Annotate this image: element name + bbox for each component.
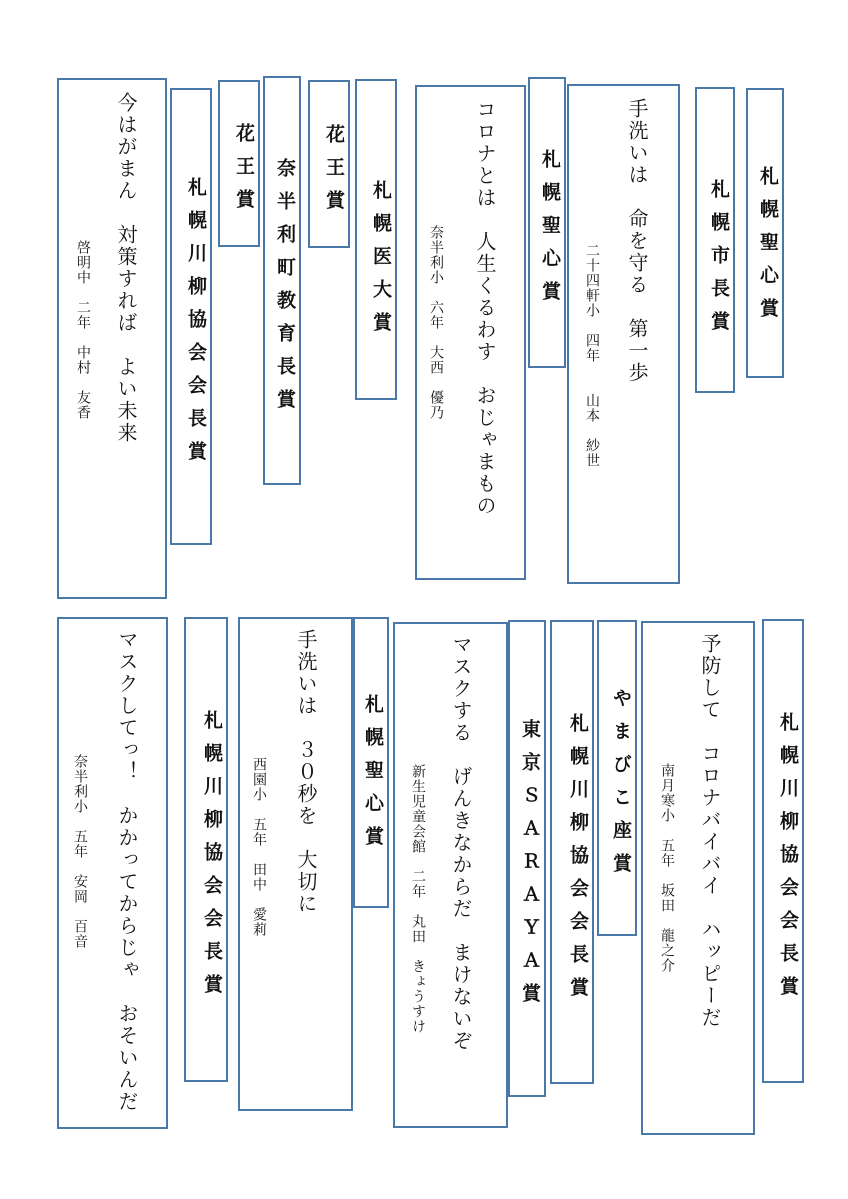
top-award-3: 奈半利町教育長賞 [263,76,301,485]
top-poem-3-card [567,84,680,584]
top-award-4: 花王賞 [308,80,350,248]
bottom-poem-1-author: 奈半利小 五年 安岡 百音 [72,754,88,949]
bottom-poem-4-verse: 予防して コロナバイバイ ハッピーだ [698,633,722,1029]
bottom-award-2: 札幌聖心賞 [353,617,389,908]
bottom-poem-2-author: 西園小 五年 田中 愛莉 [251,757,267,937]
bottom-poem-1-verse: マスクしてっ！ かかってからじゃ おそいんだ [115,629,139,1113]
top-award-5: 札幌医大賞 [355,79,397,400]
bottom-poem-2-verse: 手洗いは ３０秒を 大切に [294,629,318,915]
bottom-poem-4-card [641,621,755,1135]
bottom-poem-3-author: 新生児童会館 二年 丸田 きょうすけ [410,764,426,1034]
bottom-award-1: 札幌川柳協会会長賞 [184,617,228,1082]
top-poem-2-author: 奈半利小 六年 大西 優乃 [428,225,444,420]
top-poem-1-card [57,78,167,599]
bottom-poem-4-author: 南月寒小 五年 坂田 龍之介 [659,763,675,973]
bottom-poem-2-card [238,617,353,1111]
bottom-award-3: 東京ＳＡＲＡＹＡ賞 [508,620,546,1097]
bottom-poem-1-card [57,617,168,1129]
bottom-award-5: やまびこ座賞 [597,620,637,936]
top-award-2: 花王賞 [218,80,260,247]
top-poem-2-card [415,85,526,580]
top-poem-3-verse: 手洗いは 命を守る 第一歩 [625,98,649,384]
top-award-1: 札幌川柳協会会長賞 [170,88,212,545]
top-poem-1-verse: 今はがまん 対策すれば よい未来 [114,92,138,444]
bottom-award-6: 札幌川柳協会会長賞 [762,619,804,1083]
top-poem-2-verse: コロナとは 人生くるわす おじゃまもの [473,99,497,517]
top-poem-3-author: 二十四軒小 四年 山本 紗世 [584,243,600,468]
top-award-7: 札幌市長賞 [695,87,735,393]
top-award-8: 札幌聖心賞 [746,88,784,378]
bottom-poem-3-card [393,622,508,1128]
bottom-poem-3-verse: マスクする げんきなからだ まけないぞ [449,634,473,1052]
top-award-6: 札幌聖心賞 [528,77,566,368]
bottom-award-4: 札幌川柳協会会長賞 [550,620,594,1084]
top-poem-1-author: 啓明中 二年 中村 友香 [75,240,91,420]
